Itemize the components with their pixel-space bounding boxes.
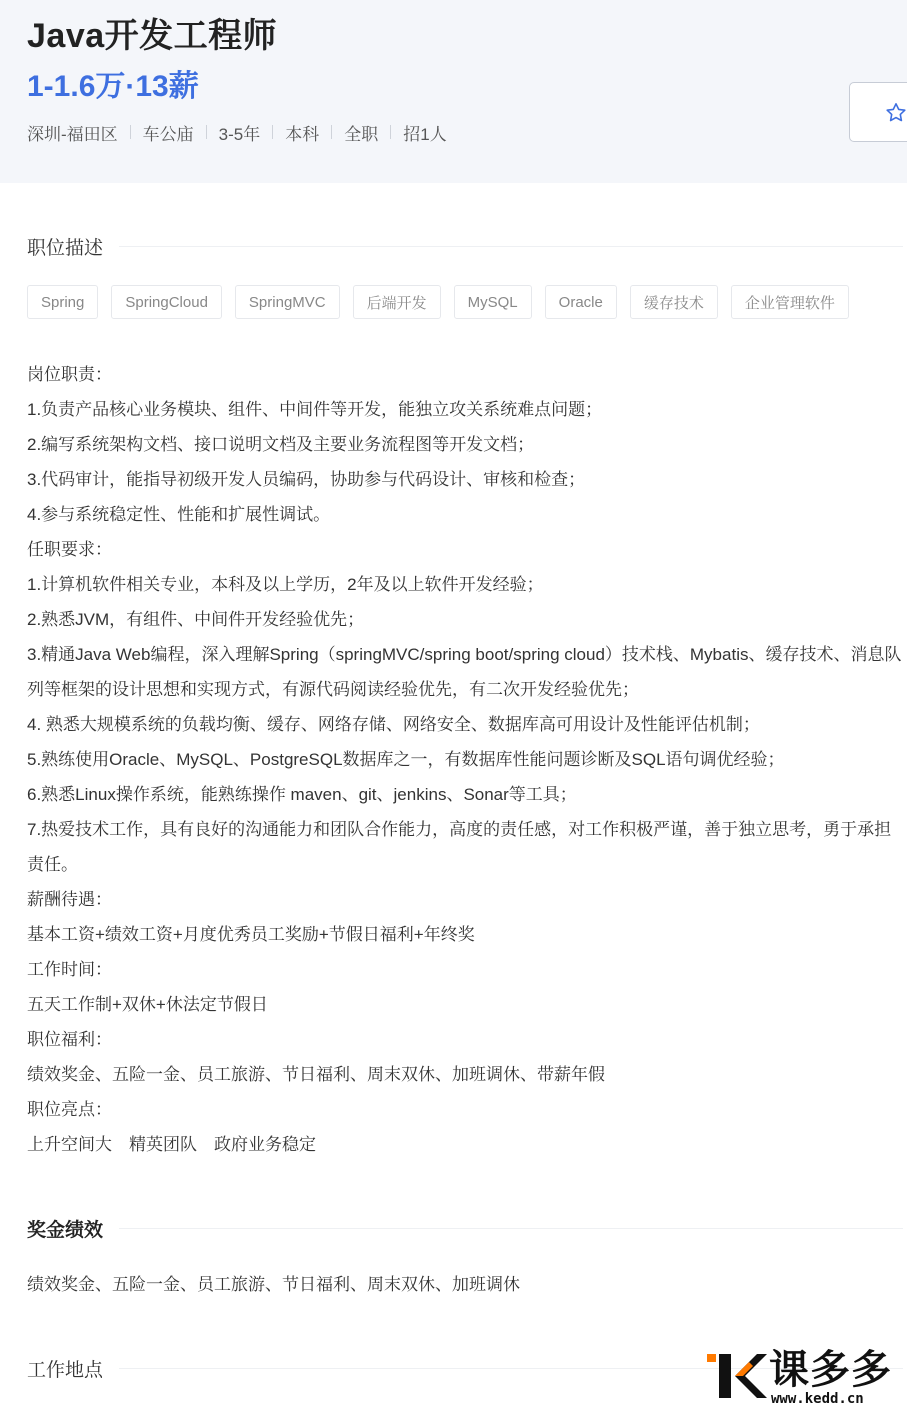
watermark-logo [705, 1346, 907, 1410]
watermark-url: www.kedd.cn [771, 1391, 864, 1407]
job-description [27, 357, 905, 1162]
skill-tag[interactable]: 企业管理软件 [731, 285, 849, 319]
desc-line: 五天工作制+双休+休法定节假日 [27, 995, 268, 1014]
skill-tag[interactable]: 后端开发 [353, 285, 441, 319]
star-icon [884, 101, 907, 125]
desc-line: 3.代码审计，能指导初级开发人员编码，协助参与代码设计、审核和检查； [27, 470, 586, 489]
meta-divider [130, 125, 131, 139]
desc-line: 工作时间： [27, 960, 112, 979]
desc-line: 任职要求： [27, 540, 112, 559]
desc-line: 岗位职责： [27, 365, 112, 384]
desc-line: 职位亮点： [27, 1100, 112, 1119]
meta-experience: 3-5年 [218, 124, 261, 144]
skill-tag[interactable]: Oracle [545, 285, 617, 319]
salary: 1-1.6万·13薪 [27, 70, 199, 103]
section-divider [119, 246, 903, 247]
skill-tag[interactable]: 缓存技术 [630, 285, 718, 319]
meta-area: 车公庙 [142, 124, 194, 144]
desc-line: 上升空间大 精英团队 政府业务稳定 [27, 1135, 316, 1154]
meta-divider [331, 125, 332, 139]
meta-divider [390, 125, 391, 139]
desc-line: 薪酬待遇： [27, 890, 112, 909]
meta-divider [272, 125, 273, 139]
desc-line: 2.编写系统架构文档、接口说明文档及主要业务流程图等开发文档； [27, 435, 535, 454]
section-divider [119, 1228, 903, 1229]
location-heading: 工作地点 [27, 1359, 104, 1381]
description-heading: 职位描述 [27, 237, 104, 259]
desc-line: 绩效奖金、五险一金、员工旅游、节日福利、周末双休、加班调休、带薪年假 [27, 1065, 605, 1084]
kedd-logo-icon [705, 1350, 767, 1402]
skill-tag[interactable]: SpringCloud [111, 285, 222, 319]
meta-education: 本科 [285, 124, 320, 144]
bonus-section-header [27, 1215, 903, 1241]
desc-line: 6.熟悉Linux操作系统，能熟练操作 maven、git、jenkins、Sonar等工具； [27, 785, 577, 804]
skill-tag[interactable]: Spring [27, 285, 98, 319]
desc-line: 3.精通Java Web编程，深入理解Spring（springMVC/spring boot/spring cloud）技术栈、Mybatis、缓存技术、消息队列等框架的设计思想和实现方式，有源代码阅读经验优先，有二次开发经验优先； [27, 645, 902, 699]
desc-line: 4. 熟悉大规模系统的负载均衡、缓存、网络存储、网络安全、数据库高可用设计及性能评估机制； [27, 715, 760, 734]
desc-line: 5.熟练使用Oracle、MySQL、PostgreSQL数据库之一，有数据库性能问题诊断及SQL语句调优经验； [27, 750, 785, 769]
desc-line: 1.负责产品核心业务模块、组件、中间件等开发，能独立攻关系统难点问题； [27, 400, 603, 419]
meta-location: 深圳-福田区 [27, 124, 118, 144]
desc-line: 职位福利： [27, 1030, 112, 1049]
meta-headcount: 招1人 [403, 124, 447, 144]
skill-tags [27, 285, 862, 319]
meta-job-type: 全职 [344, 124, 379, 144]
job-meta [27, 120, 447, 144]
desc-line: 7.热爱技术工作，具有良好的沟通能力和团队合作能力，高度的责任感，对工作积极严谨，善于独立思考，勇于承担责任。 [27, 820, 892, 874]
job-title: Java开发工程师 [27, 17, 278, 55]
bonus-heading: 奖金绩效 [27, 1219, 104, 1241]
desc-line: 基本工资+绩效工资+月度优秀员工奖励+节假日福利+年终奖 [27, 925, 475, 944]
skill-tag[interactable]: SpringMVC [235, 285, 340, 319]
favorite-button[interactable] [849, 82, 907, 142]
desc-line: 2.熟悉JVM，有组件、中间件开发经验优先； [27, 610, 365, 629]
watermark-brand: 课多多 [769, 1348, 892, 1392]
skill-tag[interactable]: MySQL [454, 285, 532, 319]
meta-divider [206, 125, 207, 139]
desc-line: 4.参与系统稳定性、性能和扩展性调试。 [27, 505, 331, 524]
desc-line: 1.计算机软件相关专业，本科及以上学历，2年及以上软件开发经验； [27, 575, 544, 594]
description-section-header [27, 233, 903, 259]
job-header [0, 0, 907, 183]
bonus-text: 绩效奖金、五险一金、员工旅游、节日福利、周末双休、加班调休 [27, 1275, 520, 1294]
